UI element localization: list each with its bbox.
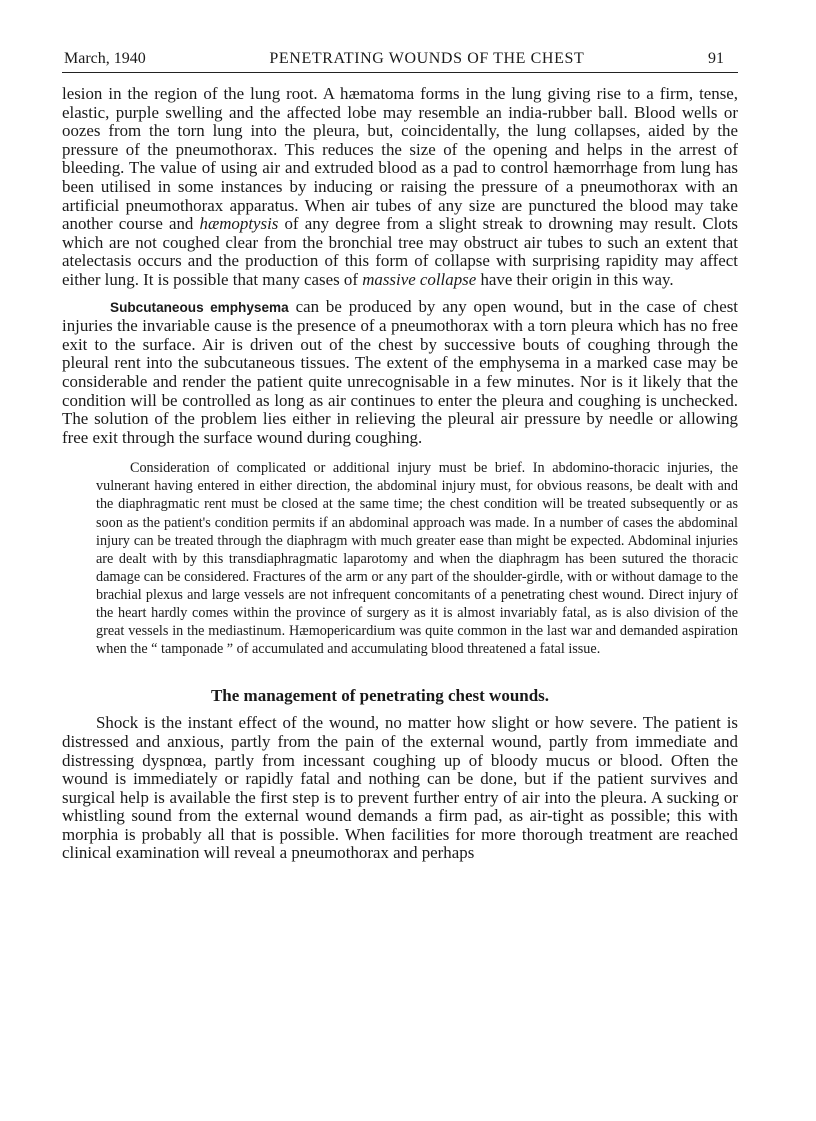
italic-term: hæmoptysis [199,214,279,234]
run-in-heading: Subcutaneous emphysema [110,299,289,315]
paragraph-text: have their origin in this way. [476,269,674,289]
page-number: 91 [707,50,724,67]
section-heading: The management of penetrating chest wounds. [210,686,550,706]
paragraph-text: lesion in the region of the lung root. A hæmatoma forms in the lung giving rise to a firm, tense, elastic, purple swelling and the affected lobe may resemble an india-rubber ball. Blood wells or oozes from the torn lung into the pleura, but, coincidentally, the lung collapses, aided by the pressure of the pneumothorax. This reduces the size of the opening and helps in the arrest of bleeding. The value of using air and extruded blood as a pad to control hæmorrhage from lung has been utilised in some instances by inducing or raising the pressure of a pneumothorax with an artificial pneumothorax apparatus. When air tubes of any size are punctured the blood may take another course and [62,84,738,234]
header-title: PENETRATING WOUNDS OF THE CHEST [269,50,585,67]
header-date: March, 1940 [64,50,146,67]
paragraph-subcutaneous-emphysema [62,298,738,448]
running-header [62,44,738,73]
paragraph-complicated-injury: Consideration of complicated or additional injury must be brief. In abdomino-thoracic injuries, the vulnerant having entered in either direction, the abdominal injury must, for obvious reasons, be dealt with and the diaphragmatic rent must be closed at the same time; the chest condition will be treated subsequently or as soon as the patient's condition permits if an abdominal approach was made. In a number of cases the abdominal injury can be treated through the diaphragm with much greater ease than might be expected. Abdominal injuries are dealt with by this transdiaphragmatic laparotomy and when the diaphragm has been sutured the thoracic damage can be considered. Fractures of the arm or any part of the shoulder-girdle, with or without damage to the brachial plexus and large vessels are not infrequent concomitants of a penetrating chest wound. Direct injury of the heart hardly comes within the province of surgery as it is almost invariably fatal, as is also division of the great vessels in the mediastinum. Hæmopericardium was quite common in the last war and demanded aspiration when the “ tamponade ” of accumulated and accumulating blood threatened a fatal issue. [96,460,738,658]
paragraph-text: of any degree from a slight streak to drowning may result. Clots which are not coughed clear from the bronchial tree may obstruct air tubes to such an extent that atelectasis occurs and the production of this form of collapse with surprising rapidity may affect either lung. It is possible that many cases of [62,214,738,289]
paragraph-text: can be produced by any open wound, but in the case of chest injuries the invariable cause is the presence of a pneumothorax with a torn pleura which has no free exit to the surface. Air is driven out of the chest by successive bouts of coughing through the pleural rent into the subcutaneous tissues. The extent of the emphysema in a marked case may be considerable and render the patient quite unrecognisable in a few minutes. Nor is it likely that the condition will be controlled as long as air continues to enter the pleura and coughing is unchecked. The solution of the problem lies either in relieving the pleural air pressure by needle or allowing free exit through the surface wound during coughing. [62,296,738,447]
italic-term: massive collapse [362,269,477,289]
paragraph-lung-root [62,85,738,290]
paragraph-shock: Shock is the instant effect of the wound, no matter how slight or how severe. The patient is distressed and anxious, partly from the pain of the external wound, partly from immediate and distressing dyspnœa, partly from incessant coughing up of bloody mucus or blood. Often the wound is immediately or rapidly fatal and nothing can be done, but if the patient survives and surgical help is available the first step is to prevent further entry of air into the pleura. A sucking or whistling sound from the external wound demands a firm pad, as air-tight as possible; this with morphia is probably all that is possible. When facilities for more thorough treatment are reached clinical examination will reveal a pneumothorax and perhaps [62,713,738,863]
page [62,44,738,863]
